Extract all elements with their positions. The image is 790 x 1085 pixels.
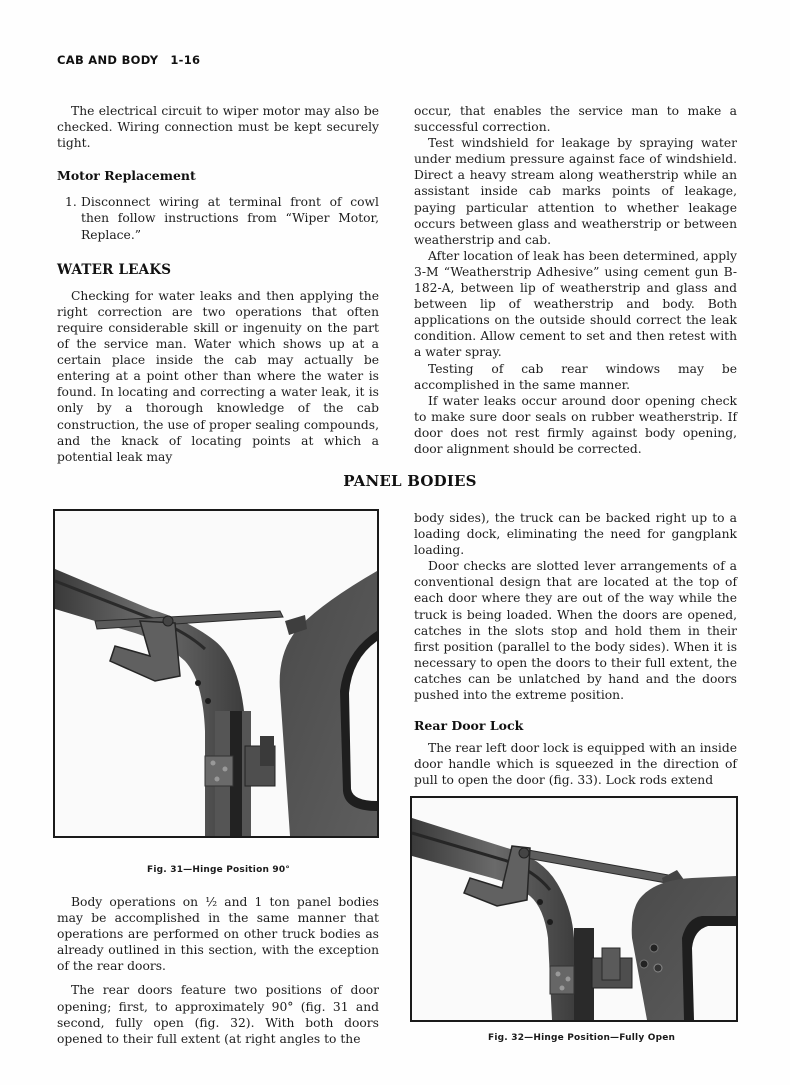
- rear-doors-paragraph: The rear doors feature two positions of door opening; first, to approximately 90° (fig. 31 and second, fully open (fig. 32). With both doors opened to their full extent (at right angles to the: [57, 983, 379, 1046]
- section-label: CAB AND BODY: [57, 53, 159, 67]
- hinge-photo-fully-open-icon: [412, 798, 736, 1020]
- step-number: 1.: [65, 195, 77, 210]
- door-opening-paragraph: If water leaks occur around door opening check to make sure door seals on rubber weatherstrip. If door does not rest firmly against body opening, door alignment should be corrected.: [414, 393, 737, 456]
- right-column-bottom: [414, 510, 737, 789]
- page-number: 1-16: [170, 53, 201, 67]
- water-leaks-heading: WATER LEAKS: [57, 261, 172, 278]
- right-column-top: [414, 103, 737, 457]
- figure-32-caption: Fig. 32—Hinge Position—Fully Open: [488, 1033, 676, 1043]
- adhesive-paragraph: After location of leak has been determined, apply 3-M “Weatherstrip Adhesive” using cement gun B-182-A, between lip of weatherstrip and glass and between lip of weatherstrip and body. Both applications on the outside should correct the leak condition. Allow cement to set and then retest with a water spray.: [414, 248, 737, 360]
- figure-32: [410, 796, 738, 1022]
- water-leaks-paragraph: Checking for water leaks and then applying the right correction are two operations that often require considerable skill or ingenuity on the part of the service man. Water which shows up at a certain place inside the cab may actually be entering at a point other than where the water is found. In locating and correcting a water leak, it is only by a thorough knowledge of the cab construction, the use of proper sealing compounds, and the knack of locating points at which a potential leak may: [57, 288, 379, 464]
- body-sides-paragraph: body sides), the truck can be backed right up to a loading dock, eliminating the need for gangplank loading.: [414, 511, 737, 558]
- continued-paragraph: occur, that enables the service man to make a successful correction.: [414, 104, 737, 135]
- left-column-top: [57, 103, 379, 465]
- step-text: Disconnect wiring at terminal front of cowl then follow instructions from “Wiper Motor, Replace.”: [81, 195, 379, 242]
- running-head: [57, 53, 200, 67]
- intro-paragraph: The electrical circuit to wiper motor may also be checked. Wiring connection must be kept securely tight.: [57, 104, 379, 151]
- rear-windows-paragraph: Testing of cab rear windows may be accomplished in the same manner.: [414, 361, 737, 392]
- hinge-photo-90-degrees-icon: [55, 511, 377, 836]
- rear-door-lock-paragraph: The rear left door lock is equipped with an inside door handle which is squeezed in the direction of pull to open the door (fig. 33). Lock rods extend: [414, 741, 737, 788]
- door-checks-paragraph: Door checks are slotted lever arrangements of a conventional design that are located at the top of each door where they are out of the way while the truck is being loaded. When the doors are opened, catches in the slots stop and hold them in their first position (parallel to the body sides). When it is necessary to open the doors to their full extent, the catches can be unlatched by hand and the doors pushed into the extreme position.: [414, 559, 737, 703]
- figure-31: [53, 509, 379, 838]
- rear-door-lock-heading: Rear Door Lock: [414, 718, 524, 734]
- left-column-bottom: [57, 894, 379, 1047]
- figure-31-caption: Fig. 31—Hinge Position 90°: [147, 865, 291, 875]
- panel-bodies-title: PANEL BODIES: [343, 472, 477, 490]
- panel-bodies-intro-paragraph: Body operations on ½ and 1 ton panel bodies may be accomplished in the same manner that operations are performed on other truck bodies as already outlined in this section, with the exception of the rear doors.: [57, 895, 379, 974]
- step-item: [57, 194, 379, 242]
- motor-replacement-heading: Motor Replacement: [57, 168, 196, 184]
- motor-replacement-steps: [57, 194, 379, 242]
- windshield-test-paragraph: Test windshield for leakage by spraying water under medium pressure against face of windshield. Direct a heavy stream along weatherstrip while an assistant inside cab marks points of leakage, paying particular attention to whether leakage occurs between glass and weatherstrip or between weatherstrip and cab.: [414, 136, 737, 247]
